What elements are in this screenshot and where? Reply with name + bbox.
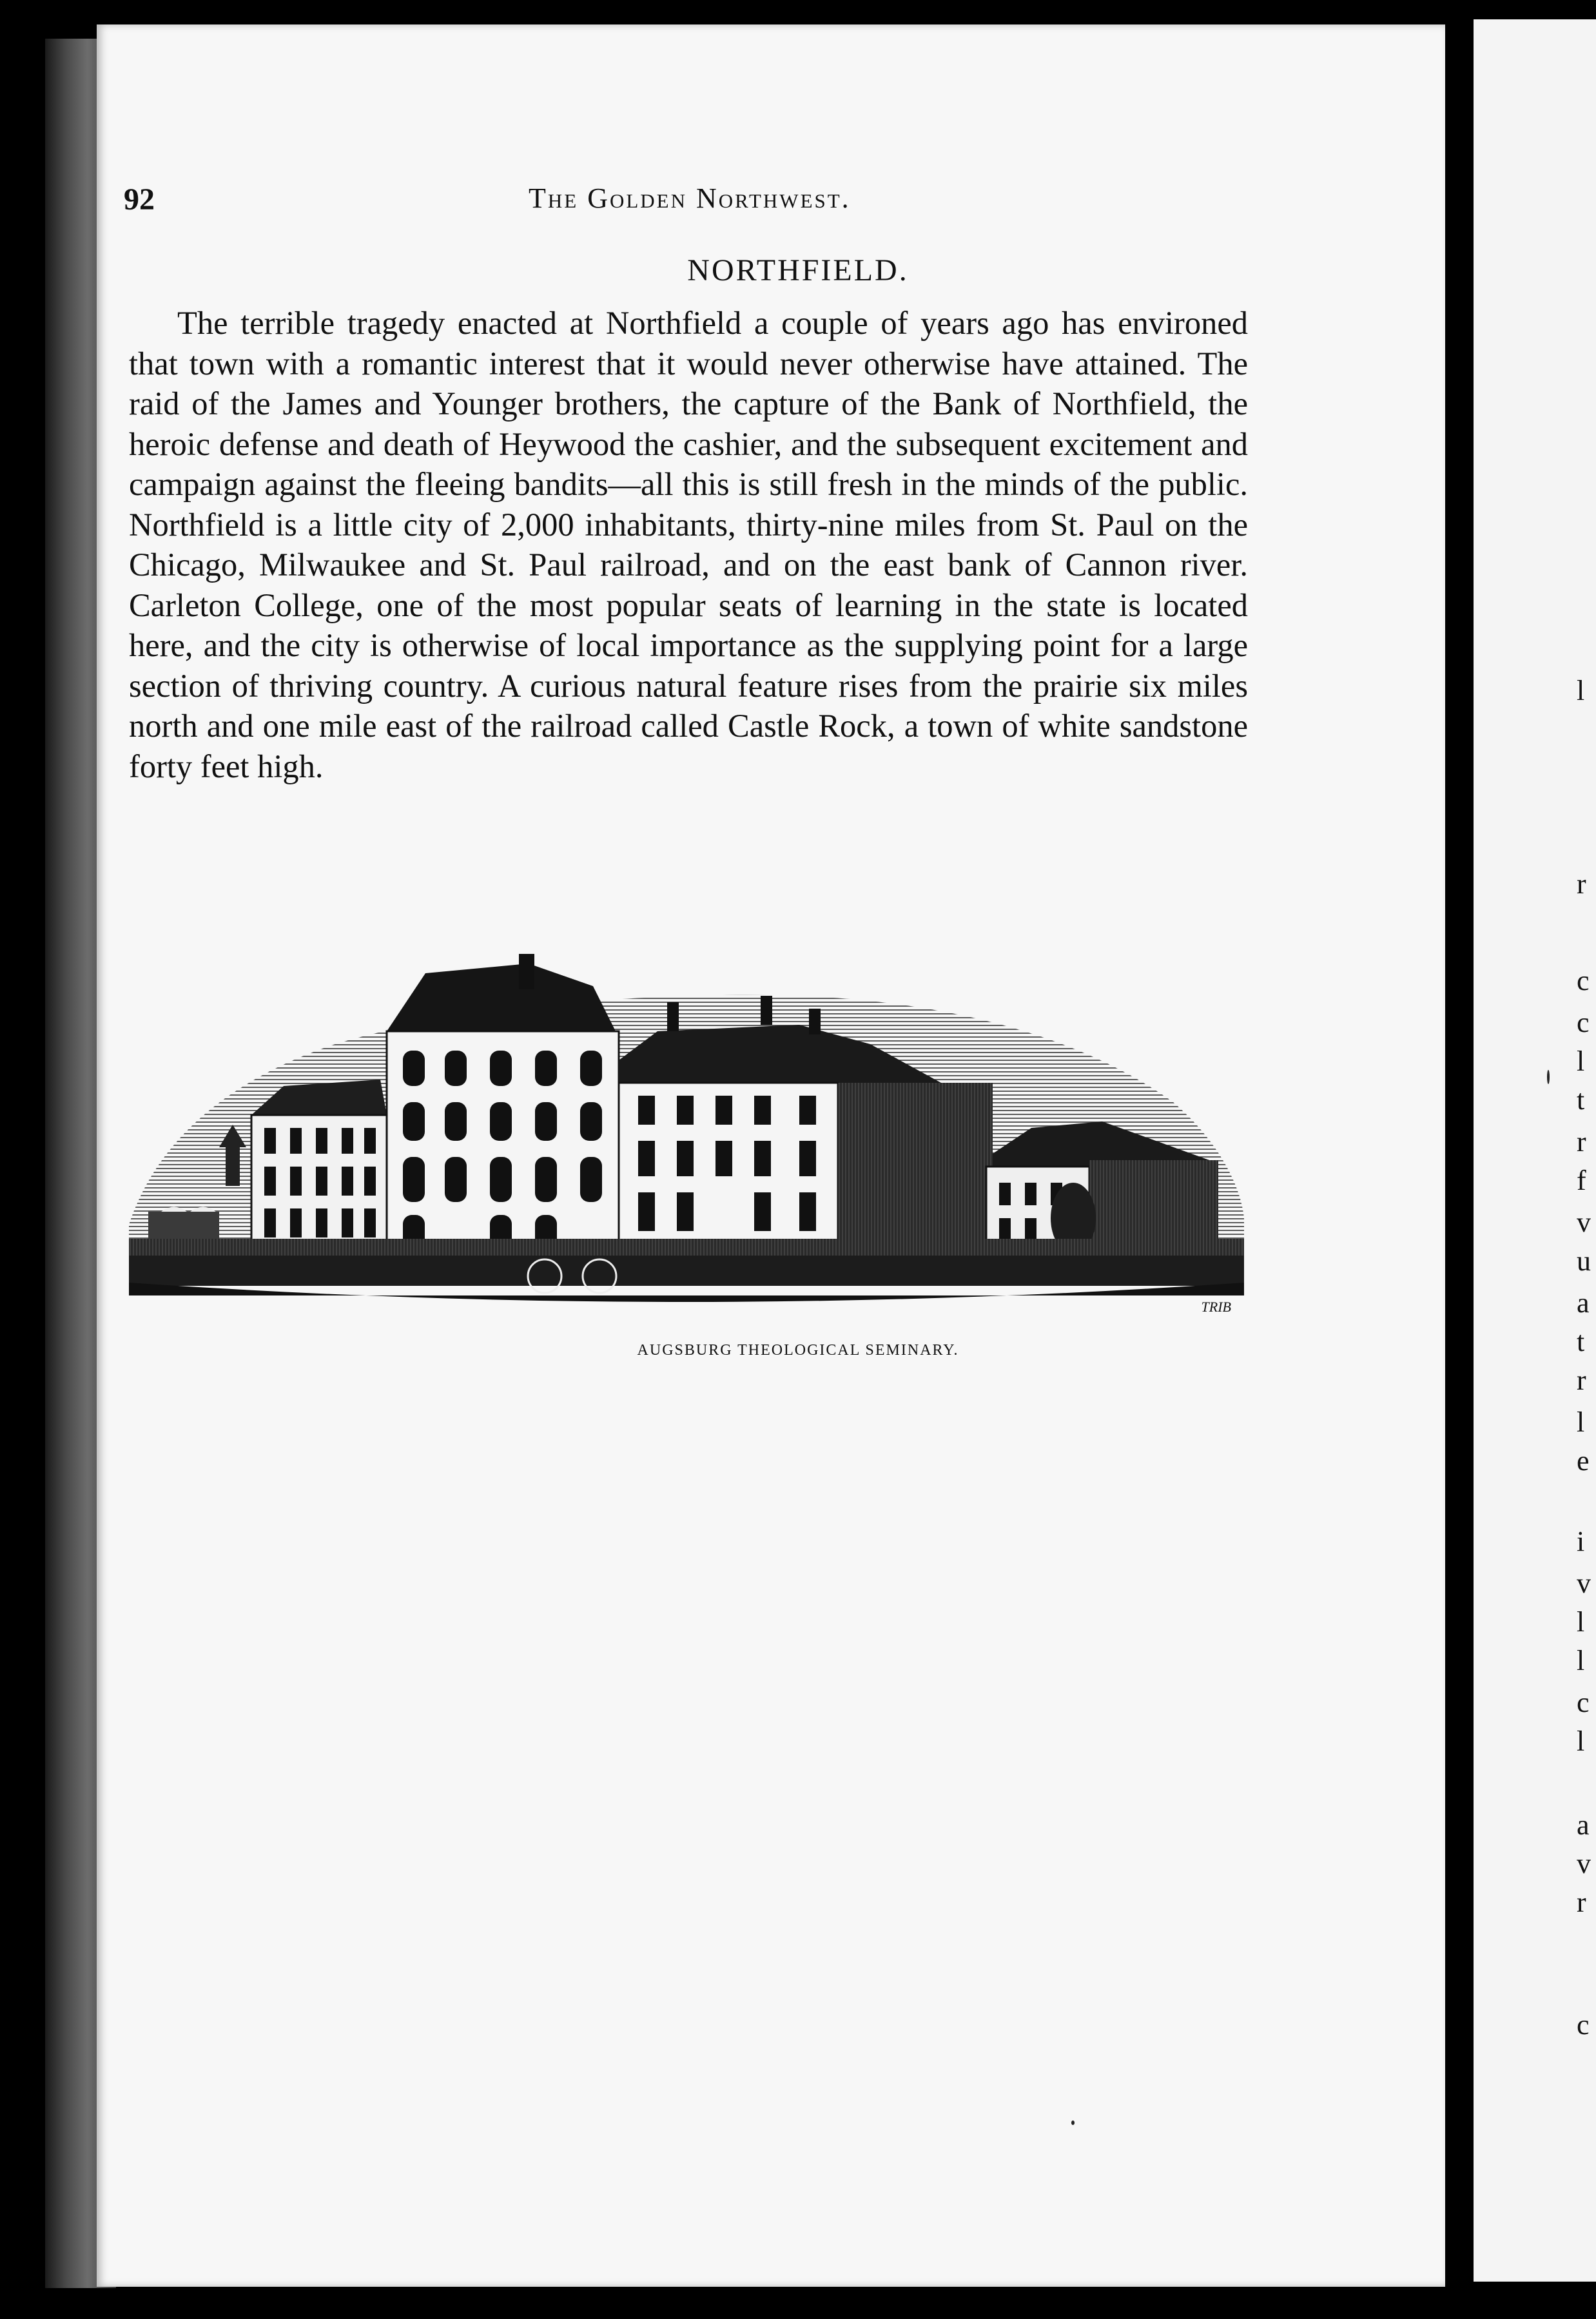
facing-page-fragment: l (1577, 1406, 1585, 1438)
facing-page-fragment: t (1577, 1326, 1585, 1357)
central-tower (387, 954, 619, 1257)
facing-page-fragment: e (1577, 1445, 1590, 1477)
seminary-engraving (129, 935, 1244, 1321)
facing-page-fragment: r (1577, 868, 1586, 900)
fence-and-ground (129, 1239, 1244, 1302)
left-wing (251, 1080, 387, 1257)
facing-page-fragment: r (1577, 1126, 1586, 1158)
facing-page-fragment: l (1577, 1725, 1585, 1757)
facing-page-fragment: t (1577, 1084, 1585, 1116)
facing-page-fragment: c (1577, 2009, 1590, 2041)
facing-page-fragment: l (1577, 1645, 1585, 1676)
facing-page-fragment: r (1577, 1887, 1586, 1918)
facing-page-fragment: c (1577, 1687, 1590, 1718)
page-header (0, 173, 1596, 218)
running-head: The Golden Northwest. (529, 182, 851, 214)
facing-page-fragment: u (1577, 1245, 1591, 1277)
facing-page-fragment: l (1577, 675, 1585, 706)
body-paragraph: The terrible tragedy enacted at Northfield a couple of years ago has environed that town with a romantic interest that it would never otherwise have attained. The raid of the James and Younger brothers, the capture of the Bank of Northfield, the heroic defense and death of Heywood the cashier, and the subsequent excitement and campaign against the fleeing bandits—all this is still fresh in the minds of the public. Northfield is a little city of 2,000 inhabitants, thirty-nine miles from St. Paul on the Chicago, Milwaukee and St. Paul railroad, and on the east bank of Cannon river. Carleton College, one of the most popular seats of learning in the state is located here, and the city is otherwise of local importance as the supplying point for a large section of thriving country. A curious natural feature rises from the prairie six miles north and one mile east of the railroad called Castle Rock, a town of white sandstone forty feet high. (129, 305, 1248, 784)
engraver-signature: TRIB (1201, 1299, 1231, 1315)
facing-page-fragment: l (1577, 1606, 1585, 1638)
facing-page-fragment: f (1577, 1165, 1586, 1196)
section-title: NORTHFIELD. (687, 253, 909, 287)
page-number: 92 (124, 182, 155, 217)
facing-page-fragment: a (1577, 1809, 1590, 1841)
facing-page-fragment: v (1577, 1567, 1591, 1599)
facing-page-fragment: l (1577, 1045, 1585, 1077)
facing-page-fragment: a (1577, 1287, 1590, 1319)
scan-speck (1071, 2120, 1075, 2125)
facing-page-fragment: r (1577, 1364, 1586, 1396)
scan-speck (1547, 1070, 1550, 1084)
facing-page-fragment: v (1577, 1207, 1591, 1238)
facing-page-fragment: c (1577, 1007, 1590, 1038)
facing-page-fragment: i (1577, 1526, 1585, 1557)
facing-page-fragment: v (1577, 1848, 1591, 1879)
facing-page (1474, 19, 1596, 2282)
facing-page-fragment: c (1577, 965, 1590, 996)
illustration-caption: AUGSBURG THEOLOGICAL SEMINARY. (637, 1342, 959, 1359)
